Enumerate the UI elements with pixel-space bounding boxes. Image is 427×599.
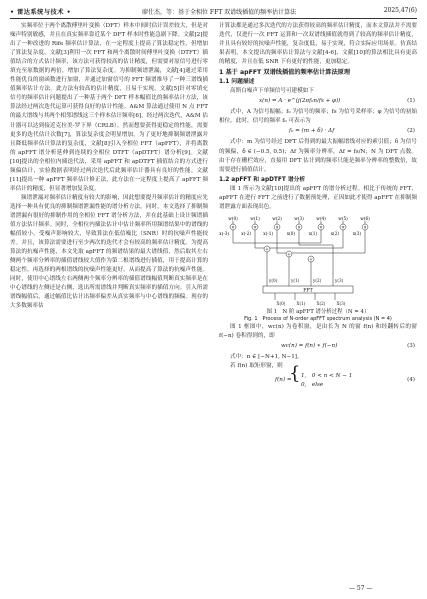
route-line bbox=[299, 245, 333, 250]
right-column bbox=[219, 22, 417, 391]
intermediate-label: y(3) bbox=[335, 277, 344, 283]
intermediate-label: y(1) bbox=[291, 277, 300, 283]
fft-label: FFT bbox=[303, 288, 313, 294]
journal-name: • 雷达系统与技术 • bbox=[10, 9, 72, 16]
adder-symbol: + bbox=[309, 257, 313, 263]
equation-body: x(n) = A · e^(j(2πf₀n/fs + φ)) bbox=[259, 98, 341, 105]
route-line bbox=[277, 239, 311, 253]
running-header bbox=[10, 4, 417, 19]
equation-body: wc(n) = f(n) ∗ f(−n) bbox=[281, 342, 338, 349]
figure-caption: 图 1 N 阶 apFFT 谱分析过程（N = 4） bbox=[266, 308, 370, 315]
equation-3 bbox=[219, 341, 417, 353]
apfft-diagram-svg bbox=[219, 215, 417, 307]
sample-label: x(2) bbox=[330, 230, 339, 236]
window-coef-label: w(3) bbox=[294, 215, 304, 221]
equation-number: (1) bbox=[407, 98, 415, 105]
body-paragraph: 式中，A 为信号振幅；f₀ 为信号的频率；fs 为信号采样率；φ 为信号的初始相位。此时，信号的频率 f₀ 可表示为 bbox=[219, 109, 417, 125]
route-line bbox=[255, 239, 289, 248]
equation-body: f₀ = (m + δ) · Δf bbox=[289, 128, 335, 135]
output-label: X(3) bbox=[336, 300, 346, 306]
route-line bbox=[289, 239, 343, 248]
intermediate-label: y(2) bbox=[313, 277, 322, 283]
apfft-diagram bbox=[219, 215, 417, 307]
article-running-title: 廖仕杰，等：基于全相位 FFT 双谱线插值的频率估计算法 bbox=[142, 9, 297, 16]
body-paragraph: 图 1 所示为文献[10]提出的 apFFT 的谱分析过程。相比于传统的 FFT，apFFT 在进行 FFT 之前进行了数据预处理，正因如此才使得 apFFT 在抑制频谱泄露方面表现出色。 bbox=[219, 185, 417, 210]
window-coef-label: w(1) bbox=[250, 215, 260, 221]
body-paragraph: 式中：n ∈ [−N+1, N−1]。 bbox=[230, 353, 303, 360]
equation-case: 0, else bbox=[301, 382, 324, 389]
multiplier-symbol: × bbox=[297, 224, 301, 230]
adder-symbol: + bbox=[265, 247, 269, 253]
equation-number: (4) bbox=[407, 377, 415, 384]
intermediate-label: y(0) bbox=[269, 277, 278, 283]
brace-glyph: { bbox=[289, 363, 301, 385]
route-line bbox=[311, 239, 365, 253]
multiplier-symbol: × bbox=[275, 224, 279, 230]
window-coef-label: w(4) bbox=[316, 215, 326, 221]
issue-number: 2025,47(6) bbox=[383, 7, 417, 14]
window-coef-label: w(6) bbox=[360, 215, 370, 221]
adder-symbol: + bbox=[287, 252, 291, 258]
subsection-heading: 1.2 apFFT 和 apDTFT 谱分析 bbox=[219, 176, 306, 183]
equation-2 bbox=[219, 126, 417, 138]
figure-caption-english: Fig. 1 Process of N-order apFFT spectrum analysis (N = 4) bbox=[244, 315, 392, 322]
body-paragraph: 频谱泄漏对频率估计精度有较大的影响，因此想要提升频率估计的精度应先选择一种具有优良的抑制频谱泄漏性能的谱分析方法。同时，本文选择了抑制频谱泄漏有很好的抑制作用的全相位 FFT 谱分析方法，并在此基础上设计频谱插值方法估计频率。同时，全相位内插法估计中估计频率所用频谱结果中的谱线的幅值较小，受噪声影响较大，导致算法在低信噪比（SNR）时的抗噪声性能较差。并且，该算法需要进行至少两次的迭代才会有较高的频率估计精度。为提高算法的抗噪声性能，本文先取 apFFT 的频谱结果的最大谱线值，然后取其左右侧两个频率分辨率的插值谱线较大值作为第二根谱线进行插值，用于提高计算的稳定性。再选择的两根谱线的抗噪声性能更好，从而提高了算法的抗噪声性能。同时，使用中心谱线左右两侧两个频率分辨率的插值谱线幅值判断真实频率是在中心谱线的左侧还是右侧，选出所需谱线并判断真实频率的插值方向。引入所需谱线幅值后，通过幅值比估计出频率偏差从真实频率与中心谱线的频偏。现存的大多数频率估 bbox=[10, 194, 208, 310]
body-paragraph: 计算法都是通过多次迭代的方法获得较高的频率估计精度，而本文算法并不需要迭代，仅进行一次 FFT 运算和一次双谱线插值就得到了较高的频率估计精度，并且具有较好的抗噪声性能，复杂度低，易于实现，符合实际应用场景。仿真结果表明，本文提出的频率估计算法与文献[4-6]、文献[10]的算法相比具有更高的精度，并且在低 SNR 下有更好的性能，更加稳定。 bbox=[219, 23, 417, 66]
multiplier-symbol: × bbox=[253, 224, 257, 230]
sample-label: x(3) bbox=[352, 230, 361, 236]
window-coef-label: w(2) bbox=[272, 215, 282, 221]
left-column bbox=[10, 22, 208, 312]
multiplier-symbol: × bbox=[363, 224, 367, 230]
multiplier-symbol: × bbox=[231, 224, 235, 230]
multiplier-symbol: × bbox=[319, 224, 323, 230]
equation-lhs: f(n) = bbox=[275, 377, 292, 384]
multiplier-symbol: × bbox=[341, 224, 345, 230]
equation-number: (3) bbox=[407, 342, 415, 349]
subsection-heading: 1.1 问题描述 bbox=[219, 79, 255, 86]
window-coef-label: w(5) bbox=[338, 215, 348, 221]
sample-label: x(0) bbox=[286, 230, 295, 236]
output-label: X(0) bbox=[276, 300, 286, 306]
section-heading: 1 基于 apFFT 双谱线插值的频率估计算法原理 bbox=[219, 69, 351, 77]
sample-label: x(-2) bbox=[241, 230, 251, 236]
window-coef-label: w(0) bbox=[228, 215, 238, 221]
sample-label: x(-3) bbox=[219, 230, 229, 236]
route-line bbox=[267, 239, 321, 243]
page-number: — 57 — bbox=[349, 585, 373, 592]
route-line bbox=[233, 239, 267, 243]
body-paragraph: 高斯白噪声下单频信号可建模如下 bbox=[230, 88, 314, 95]
output-label: X(2) bbox=[316, 300, 326, 306]
equation-1 bbox=[219, 96, 417, 108]
equation-number: (2) bbox=[407, 128, 415, 135]
body-paragraph: 图 1 框图中，wc(n) 为卷积窗，是由长为 N 的窗 f(n) 和经翻转后的窗 f(−n) 卷积得到的，即 bbox=[219, 323, 417, 339]
equation-case: 1, 0 < n < N − 1 bbox=[301, 373, 353, 380]
body-paragraph: 式中：m 为信号经过 DFT 后得到的最大振幅谱线对应的索引值；δ 为信号的频偏，δ ∈ (−0.5, 0.5)；Δf 为频率分辨率，Δf = fs/N；N 为 DFT 点数。由于存在栅栏效应，直接用 DFT 估计到的频率只能是频率分辨率的整数倍，故需要进行插值估计。 bbox=[219, 139, 417, 173]
sample-label: x(-1) bbox=[263, 230, 273, 236]
sample-label: x(1) bbox=[308, 230, 317, 236]
body-paragraph: 实频率位于两个离散傅里叶变换（DFT）样本中间时估计误差较大，但是对噪声特别敏感，并且在真实频率靠近某个 DFT 样本时性能急剧下降。文献[2]提出了一种改进的 Rife 频率估计算法，在一定程度上提高了算法稳定性，但增加了算法复杂度。文献[3]利用一次 FFT 和两个离散时间傅里叶变换（DTFT）插值结合的方式估计频率，该方法可获得较高的估计精度，但需要对原信号进行零填充至原数据的两倍，增加了算法复杂度。为抑制频谱泄漏，文献[4]通过采用性能优良的窗函数进行加窗，并通过加窗信号的 FFT 频谱推导了一种三谱线插值频率估计方法。此方法有较高的估计精度，且易于实现。文献[5]针对零填充信号的频率估计问题提出了一种基于两个 DFT 样本幅值比的频率估计方法，该算法经过两次迭代运算可获得良好的估计性能。A&M 算法通过使用 N 点 FFT 的最大谱线与其两个相邻谱线这三个样本估计频率[6]，经过两次迭代，A&M 估计器可以达到接近克拉美-罗下界（CRLB）。然而想要获得更稳定的性能，需要更多的迭代估计次数[7]，算法复杂度会明显增加。为了更好地抑制频谱泄露并且降低频率估计算法的复杂度，文献[8]引入全相位 FFT（apFFT），并将离散的 apFFT 谱分析延伸到连续的全相位 DTFT（apDTFT）谱分析[9]。文献[10]提出的全相位内插迭代法，采用 apFFT 和 apDTFT 插值结合的方式进行频偏估计，实验数据表明经过两次迭代后此频率估计器具有良好的性能。文献[11]提出一种 apFFT 频率估计修正法，此方法在一定程度上提高了 apFFT 频率估计的精度，但显著增加复杂度。 bbox=[10, 23, 208, 192]
output-label: X(1) bbox=[296, 300, 306, 306]
body-paragraph: 若 f(n) 取矩形窗，则 bbox=[230, 362, 283, 369]
